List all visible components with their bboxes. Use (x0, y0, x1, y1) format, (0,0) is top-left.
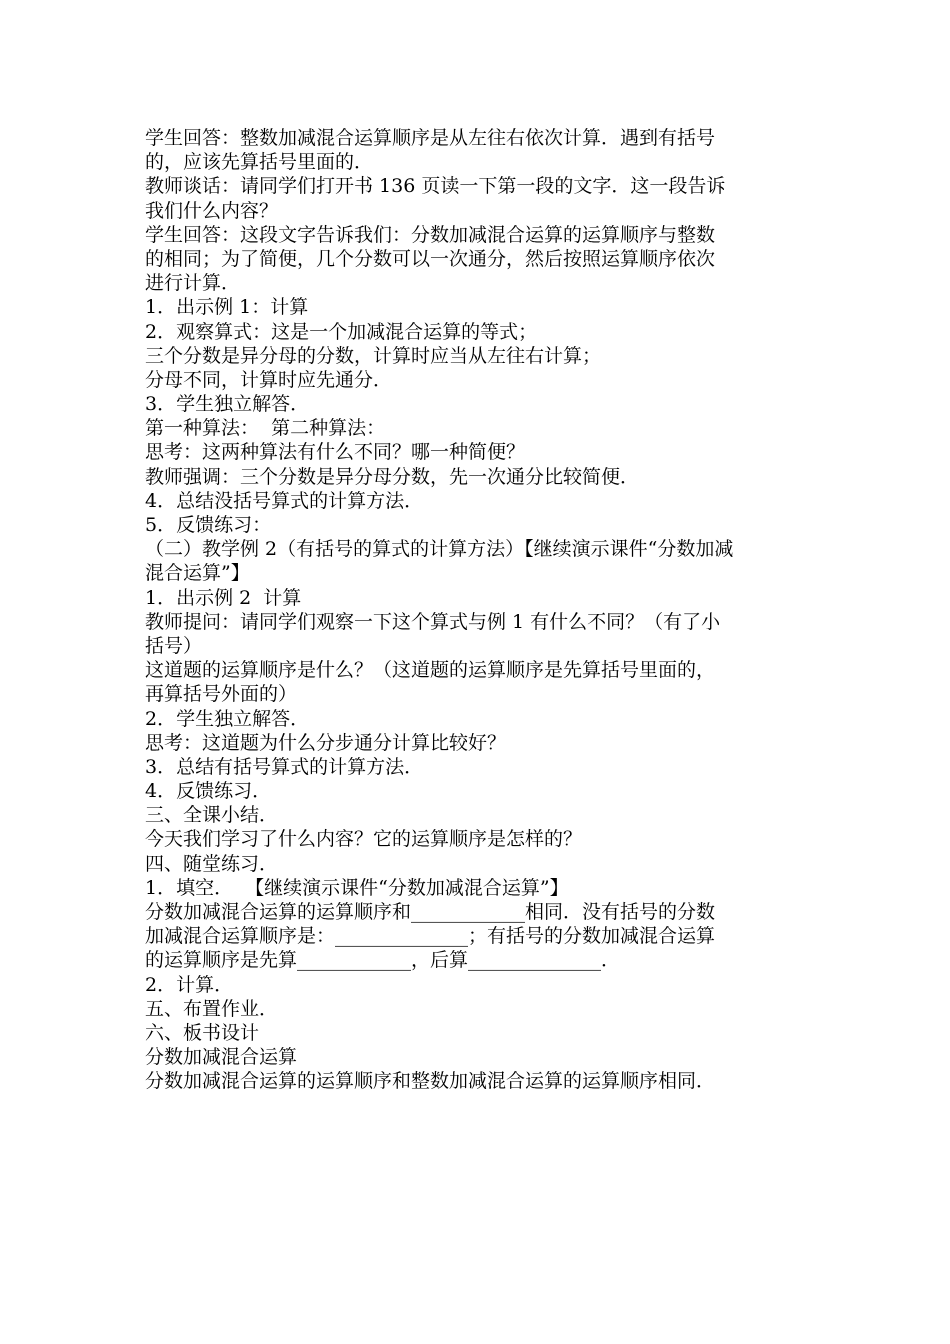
text-line: 再算括号外面的） (145, 683, 298, 706)
text-line: 混合运算”】 (145, 562, 250, 585)
text-line: 思考：这道题为什么分步通分计算比较好？ (145, 731, 507, 754)
text-line: 我们什么内容？ (145, 199, 279, 222)
text-line: 5．反馈练习： (145, 514, 272, 536)
text-line: 的，应该先算括号里面的． (145, 151, 374, 174)
text-line: 分数加减混合运算的运算顺序和____________相同．没有括号的分数 (145, 901, 716, 923)
text-line: 思考：这两种算法有什么不同？哪一种简便？ (145, 441, 526, 464)
text-line: 分数加减混合运算 (145, 1046, 298, 1069)
text-line: 3．总结有括号算式的计算方法． (145, 755, 424, 778)
text-line: （二）教学例 2（有括号的算式的计算方法）【继续演示课件“分数加减 (145, 538, 734, 561)
text-line: 4．总结没括号算式的计算方法． (145, 489, 424, 512)
text-line: 进行计算． (145, 272, 241, 295)
text-line: 今天我们学习了什么内容？它的运算顺序是怎样的？ (145, 828, 583, 851)
text-line: 教师谈话：请同学们打开书 136 页读一下第一段的文字．这一段告诉 (145, 175, 726, 198)
text-line: 2．计算． (145, 973, 234, 996)
text-line: 三个分数是异分母的分数，计算时应当从左往右计算； (145, 344, 602, 367)
text-line: 五、布置作业． (145, 997, 279, 1020)
text-line: 学生回答：这段文字告诉我们：分数加减混合运算的运算顺序与整数 (145, 223, 716, 246)
text-line: 2．观察算式：这是一个加减混合运算的等式； (145, 320, 538, 343)
text-line: 3．学生独立解答． (145, 393, 310, 416)
text-line: 分数加减混合运算的运算顺序和整数加减混合运算的运算顺序相同． (145, 1070, 716, 1093)
text-line: 括号） (145, 634, 203, 657)
text-line: 分母不同，计算时应先通分． (145, 368, 393, 391)
text-line: 1．出示例 2 计算 (145, 586, 302, 609)
text-line: 六、板书设计 (145, 1021, 260, 1044)
text-line: 这道题的运算顺序是什么？（这道题的运算顺序是先算括号里面的， (145, 659, 716, 682)
text-line: 第一种算法： 第二种算法： (145, 417, 386, 440)
text-line: 三、全课小结． (145, 804, 279, 827)
text-line: 1．填空． 【继续演示课件“分数加减混合运算”】 (145, 876, 569, 899)
document-body (145, 126, 810, 1094)
text-line: 4．反馈练习． (145, 780, 272, 803)
text-line: 的运算顺序是先算____________，后算______________． (145, 949, 621, 972)
text-line: 学生回答：整数加减混合运算顺序是从左往右依次计算．遇到有括号 (145, 127, 716, 149)
text-line: 的相同；为了简便，几个分数可以一次通分，然后按照运算顺序依次 (145, 247, 716, 270)
text-line: 教师强调：三个分数是异分母分数，先一次通分比较简便． (145, 465, 640, 488)
text-line: 加减混合运算顺序是：______________；有括号的分数加减混合运算 (145, 925, 716, 948)
text-line: 2．学生独立解答． (145, 707, 310, 730)
text-line: 教师提问：请同学们观察一下这个算式与例 1 有什么不同？（有了小 (145, 610, 721, 633)
text-line: 四、随堂练习． (145, 852, 279, 875)
text-line: 1．出示例 1：计算 (145, 296, 309, 319)
